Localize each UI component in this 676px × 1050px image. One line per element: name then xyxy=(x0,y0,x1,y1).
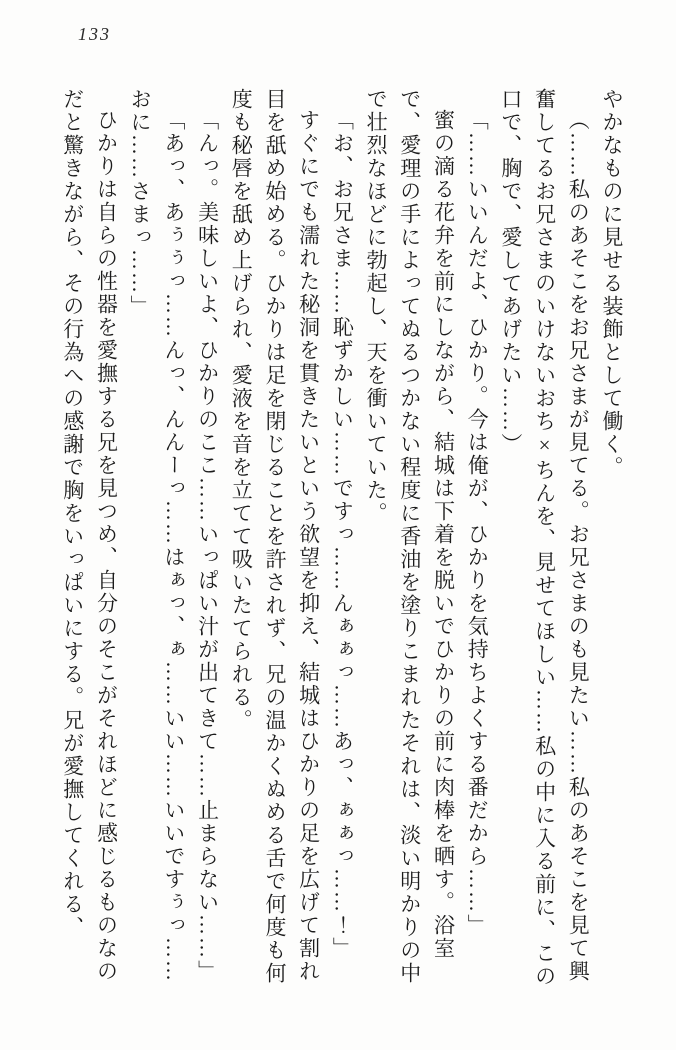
paragraph: 「……いいんだよ、ひかり。今は俺が、ひかりを気持ちよくする番だから……」 xyxy=(465,109,490,937)
paragraph: 「お、お兄さま……恥ずかしい……ですっ……んぁぁっ……あっ、ぁぁっ……！」 xyxy=(330,109,355,960)
paragraph: 蜜の滴る花弁を前にしながら、結城は下着を脱いでひかりの前に肉棒を晒す。浴室で、愛理の手によってぬるつかない程度に香油を塗りこまれたそれは、淡い明かりの中で壮烈なほどに勃起し、天を衝いていた。 xyxy=(364,88,456,985)
paragraph: （……私のあそこをお兄さまが見てる。お兄さまのも見たい……私のあそこを見て興奮してるお兄さまのいけないおち×ちんを、見せてほしい……私の中に入る前に、この口で、胸で、愛してあげたい……） xyxy=(498,88,591,988)
text-block xyxy=(48,88,628,990)
paragraph: すぐにでも濡れた秘洞を貫きたいという欲望を抑え、結城はひかりの足を広げて割れ目を舐め始める。ひかりは足を閉じることを許されず、兄の温かくぬめる舌で何度も何度も秘唇を舐め上げられ、愛液を音を立てて吸いたてられる。 xyxy=(229,88,321,985)
paragraph: ひかりは自らの性器を愛撫する兄を見つめ、自分のそこがそれほどに感じるものなのだと驚きながら、その行為への感謝で胸をいっぱいにする。兄が愛撫してくれる、 xyxy=(60,88,119,983)
paragraph: 「んっ。美味しいよ、ひかりのここ……いっぱい汁が出てきて……止まらない……」 xyxy=(195,109,220,983)
paragraph: 「あっ、あぅぅっ……んっ、んんーっ……はぁっ、ぁ……いい……いいですぅっ……おに……さまっ……」 xyxy=(128,88,186,983)
page-number: 133 xyxy=(78,24,111,44)
paragraph: やかなものに見せる装飾として働く。 xyxy=(600,88,624,479)
